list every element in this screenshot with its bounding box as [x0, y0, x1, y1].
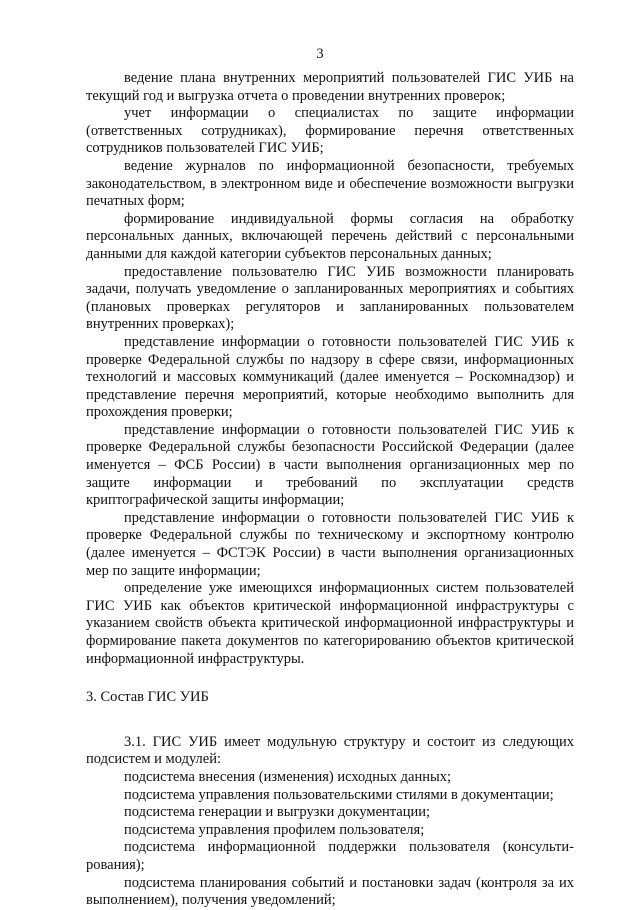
paragraph: формирование индивидуальной формы согласия на обработку персональных данных, включающей перечень действий с персональными данными для каждой категории субъектов персональных данных; [86, 210, 574, 262]
paragraph: учет информации о специалистах по защите информации (ответственных сотрудниках), формирование перечня ответственных сотрудников пользователей ГИС УИБ; [86, 105, 574, 157]
paragraph: 3.1. ГИС УИБ имеет модульную структуру и состоит из следующих подсистем и модулей: [86, 733, 574, 768]
list-item: подсистема планирования событий и постановки задач (контроля за их выполнением), получения уведомлений; [86, 874, 574, 909]
paragraph: ведение плана внутренних мероприятий пользователей ГИС УИБ на текущий год и выгрузка отчета о проведении внутренних проверок; [86, 70, 574, 104]
paragraph: представление информации о готовности пользователей ГИС УИБ к проверке Федеральной службы по надзору в сфере связи, информационных технологий и массовых коммуникаций (далее именуется – Роскомнадзор) и представление перечня мероприятий, которые необходимо выполнить для прохождения проверки; [86, 333, 574, 421]
section-title: 3. Состав ГИС УИБ [86, 689, 209, 706]
paragraph: определение уже имеющихся информационных систем пользователей ГИС УИБ как объектов критической информационной инфраструктуры с указанием свойств объекта критической информационной инфраструктуры и формирование пакета документов по категорированию объектов критической информационной инфраструктуры. [86, 580, 574, 667]
list-item: подсистема внесения (изменения) исходных данных; [124, 768, 451, 785]
list-item: подсистема управления профилем пользователя; [124, 821, 425, 838]
document-body [86, 70, 574, 910]
list-item: подсистема информационной поддержки пользователя (консультирования); [86, 839, 574, 873]
paragraph: представление информации о готовности пользователей ГИС УИБ к проверке Федеральной службы по техническому и экспортному контролю (далее именуется – ФСТЭК России) в части выполнения организационных мер по защите информации; [86, 509, 574, 579]
paragraph: предоставление пользователю ГИС УИБ возможности планировать задачи, получать уведомление о запланированных мероприятиях и событиях (плановых проверках регуляторов и запланированных пользователем внутренних проверках); [86, 263, 574, 333]
paragraph: представление информации о готовности пользователей ГИС УИБ к проверке Федеральной службы безопасности Российской Федерации (далее именуется – ФСБ России) в части выполнения организационных мер по защите информации и требований по эксплуатации средств криптографической защиты информации; [86, 421, 574, 509]
list-item: подсистема генерации и выгрузки документации; [124, 804, 431, 821]
paragraph: ведение журналов по информационной безопасности, требуемых законодательством, в электронном виде и обеспечение возможности выгрузки печатных форм; [86, 157, 574, 210]
list-item: подсистема управления пользовательскими стилями в документации; [124, 786, 554, 803]
page-number: 3 [316, 46, 324, 62]
